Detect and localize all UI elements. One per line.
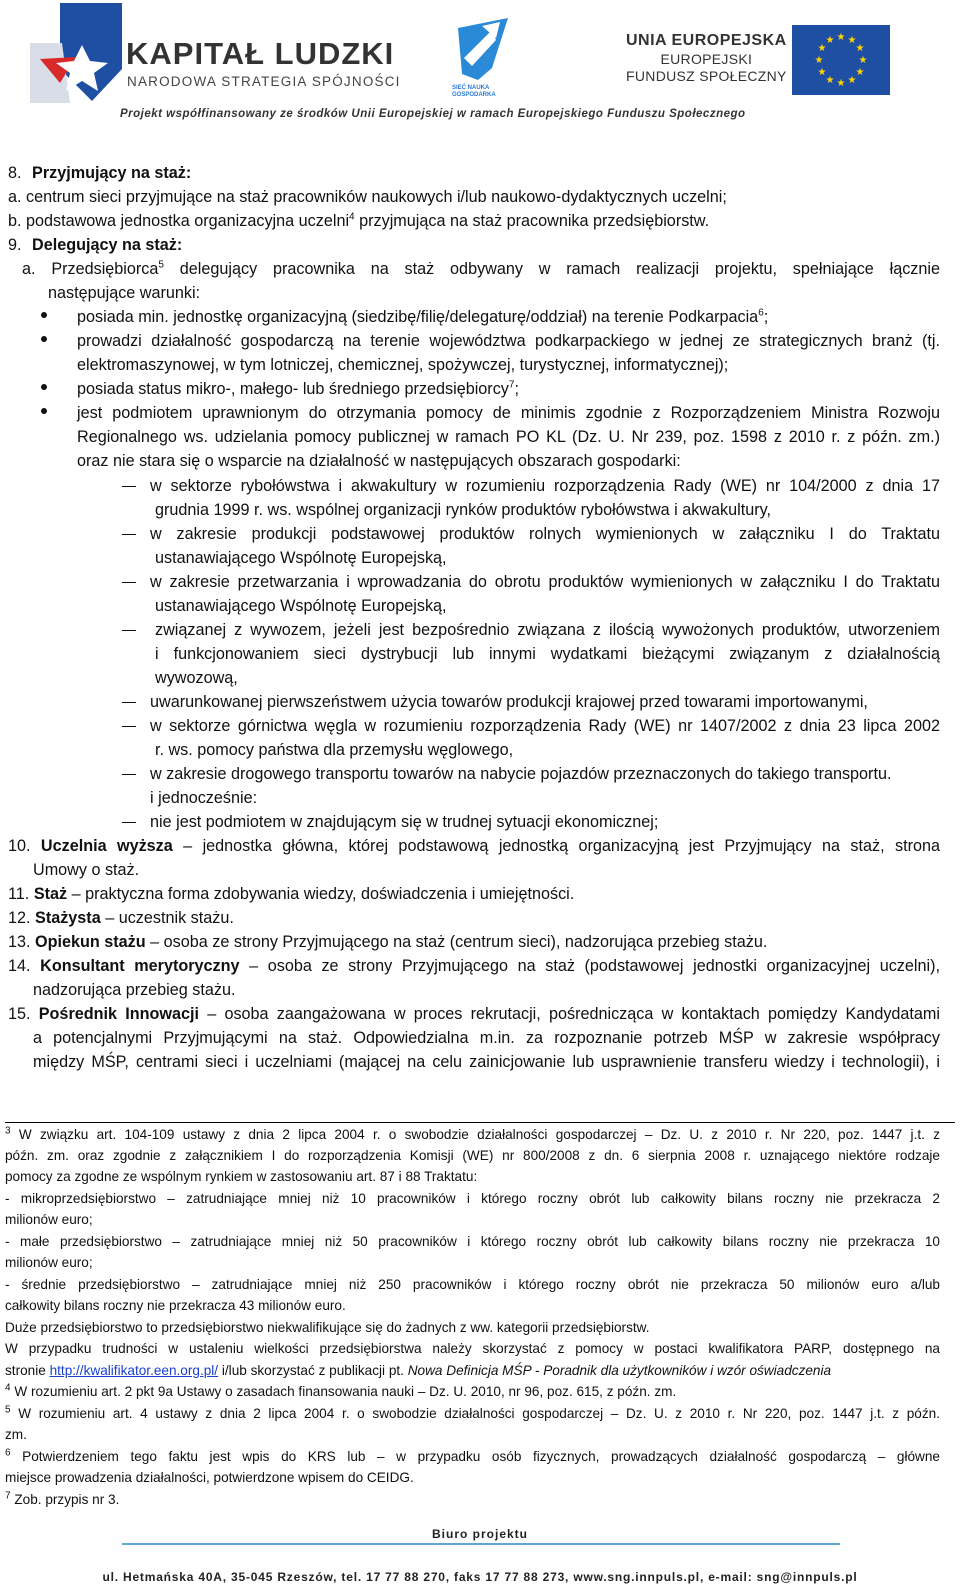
footnote-3-line-5: milionów euro; bbox=[5, 1212, 93, 1227]
svg-text:★: ★ bbox=[847, 35, 857, 46]
condition-2-cont: elektromaszynowej, w tym lotniczej, chemicznej, spożywczej, turystycznej, informatycznej); bbox=[77, 356, 729, 374]
sng-logo-icon bbox=[452, 18, 508, 84]
footnote-6-line-2: miejsce prowadzenia działalności, potwierdzone wpisem do CEIDG. bbox=[5, 1470, 414, 1485]
footnote-4: $^4$ W rozumieniu art. 2 pkt 9a Ustawy o zasadach finansowania nauki – Dz. U. 2010, nr 96, poz. 615, z późn. zm. bbox=[5, 1382, 677, 1399]
footnote-3-line-4: - mikroprzedsiębiorstwo – zatrudniające mniej niż 10 pracowników i którego roczny obrót lub całkowity bilans roczny nie przekracza 2 bbox=[5, 1191, 940, 1206]
kapital-ludzki-logo-icon bbox=[30, 3, 122, 107]
svg-text:★: ★ bbox=[855, 43, 865, 54]
page-header bbox=[0, 0, 960, 130]
item-8: 8. Przyjmujący na staż: bbox=[8, 164, 192, 182]
kapital-ludzki-title: KAPITAŁ LUDZKI bbox=[126, 36, 395, 71]
item-14-cont: nadzorująca przebieg stażu. bbox=[33, 981, 236, 999]
item-14: 14. Konsultant merytoryczny – osoba ze strony Przyjmującego na staż (podstawowej jednostki organizacyjnej uczelni), bbox=[8, 957, 940, 975]
footnote-3-line-3: pomocy za zgodne ze wspólnym rynkiem w zastosowaniu art. 87 i 88 Traktatu: bbox=[5, 1169, 478, 1184]
footnote-separator bbox=[5, 1122, 955, 1123]
footnote-5: $^5$ W rozumieniu art. 4 ustawy z dnia 2 lipca 2004 r. o swobodzie działalności gospodarczej – Dz. U. z 2010 r. Nr 220, poz. 1447 j.t. z późn. bbox=[5, 1404, 940, 1421]
footer-divider bbox=[122, 1543, 840, 1545]
excluded-area-4-cont2: wywozową, bbox=[155, 669, 238, 687]
item-10-cont: Umowy o staż. bbox=[33, 861, 140, 879]
excluded-area-2: w zakresie produkcji podstawowej produktów rolnych wymienionych w załączniku I do Traktatu bbox=[150, 525, 940, 543]
excluded-area-5: uwarunkowanej pierwszeństwem użycia towarów produkcji krajowej przed towarami importowanymi, bbox=[150, 693, 868, 711]
footer-address: ul. Hetmańska 40A, 35-045 Rzeszów, tel. 17 77 88 270, faks 17 77 88 273, www.sng.innpuls.pl, e-mail: sng@innpuls.pl bbox=[102, 1570, 858, 1584]
svg-text:★: ★ bbox=[847, 75, 857, 86]
sng-logo-text: SIEĆ NAUKA GOSPODARKA bbox=[452, 85, 496, 98]
item-13: 13. Opiekun stażu – osoba ze strony Przyjmującego na staż (centrum sieci), nadzorująca przebieg stażu. bbox=[8, 933, 768, 951]
ue-line-2: EUROPEJSKI bbox=[660, 51, 753, 67]
svg-text:★: ★ bbox=[836, 78, 846, 89]
ue-text-block bbox=[626, 32, 787, 84]
dash-icon bbox=[122, 774, 136, 775]
footnote-3-line-8: - średnie przedsiębiorstwo – zatrudniające mniej niż 250 pracowników i którego roczny obrót nie przekracza 50 milionów euro a/lub bbox=[5, 1277, 940, 1292]
condition-1: posiada min. jednostkę organizacyjną (siedzibę/filię/delegaturę/oddział) na terenie Podkarpacia$^6$; bbox=[77, 307, 769, 326]
excluded-area-6: w sektorze górnictwa węgla w rozumieniu rozporządzenia Rady (WE) nr 1407/2002 z dnia 23 lipca 2002 bbox=[150, 717, 940, 735]
footnote-3-line-6: - małe przedsiębiorstwo – zatrudniające mniej niż 50 pracowników i którego roczny obrót lub całkowity bilans roczny nie przekracza 10 bbox=[5, 1234, 940, 1249]
item-9: 9. Delegujący na staż: bbox=[8, 236, 183, 254]
kwalifikator-link[interactable]: http://kwalifikator.een.org.pl/ bbox=[49, 1363, 219, 1378]
dash-icon bbox=[122, 630, 136, 631]
svg-text:★: ★ bbox=[825, 35, 835, 46]
svg-text:★: ★ bbox=[855, 67, 865, 78]
item-8a: a. centrum sieci przyjmujące na staż pracowników naukowych i/lub naukowo-dydaktycznych uczelni; bbox=[8, 188, 727, 206]
footnote-3-line-10: Duże przedsiębiorstwo to przedsiębiorstwo niekwalifikujące się do żadnych z ww. kategorii przedsiębiorstw. bbox=[5, 1320, 650, 1335]
excluded-area-7: w zakresie drogowego transportu towarów na nabycie pojazdów przeznaczonych do takiego transportu. bbox=[150, 765, 892, 783]
bullet-icon bbox=[41, 408, 47, 414]
svg-text:★: ★ bbox=[836, 32, 846, 43]
excluded-area-3-cont: ustanawiającego Wspólnotę Europejską, bbox=[155, 597, 447, 615]
and-simultaneously: i jednocześnie: bbox=[150, 789, 258, 807]
item-9a-cont: następujące warunki: bbox=[48, 284, 201, 302]
footnote-3: $^3$ W związku art. 104-109 ustawy z dnia 2 lipca 2004 r. o swobodzie działalności gospodarczej – Dz. U. z 2010 r. Nr 220, poz. 1447 j.t. z bbox=[5, 1125, 940, 1142]
excluded-area-1-cont: grudnia 1999 r. ws. wspólnej organizacji rynków produktów rybołówstwa i akwakultury, bbox=[155, 501, 772, 519]
eu-flag-icon bbox=[792, 25, 890, 95]
svg-text:★: ★ bbox=[817, 43, 827, 54]
kapital-ludzki-subtitle: NARODOWA STRATEGIA SPÓJNOŚCI bbox=[127, 74, 401, 89]
dash-icon bbox=[122, 534, 136, 535]
excluded-area-1: w sektorze rybołówstwa i akwakultury w rozumieniu rozporządzenia Rady (WE) nr 104/2000 z dnia 17 bbox=[150, 477, 940, 495]
footnote-3-line-11: W przypadku trudności w ustaleniu wielkości przedsiębiorstwa należy skorzystać z pomocy w postaci kwalifikatora PARP, dostępnego na bbox=[5, 1341, 940, 1356]
footer-title: Biuro projektu bbox=[431, 1527, 528, 1541]
dash-icon bbox=[122, 726, 136, 727]
item-8b: b. podstawowa jednostka organizacyjna uczelni$^4$ przyjmująca na staż pracownika przedsiębiorstw. bbox=[8, 211, 710, 230]
dash-icon bbox=[122, 702, 136, 703]
dash-icon bbox=[122, 582, 136, 583]
excluded-area-2-cont: ustanawiającego Wspólnotę Europejską, bbox=[155, 549, 447, 567]
svg-text:★: ★ bbox=[825, 75, 835, 86]
footnote-7: $^7$ Zob. przypis nr 3. bbox=[5, 1490, 120, 1507]
footnote-3-line-2: późn. zm. oraz zgodnie z załącznikiem I do rozporządzenia Komisji (WE) nr 800/2008 z dn. 6 sierpnia 2008 r. uznającego niektóre rodzaje bbox=[5, 1148, 940, 1163]
project-cofinancing-line: Projekt współfinansowany ze środków Unii Europejskiej w ramach Europejskiego Funduszu Społecznego bbox=[120, 108, 746, 120]
item-10: 10. Uczelnia wyższa – jednostka główna, której podstawową jednostką organizacyjną jest Przyjmujący na staż, strona bbox=[8, 837, 940, 855]
item-12: 12. Stażysta – uczestnik stażu. bbox=[8, 909, 234, 927]
excluded-area-4-cont: i funkcjonowaniem sieci dystrybucji lub innymi wydatkami bieżącymi związanym z działalnością bbox=[155, 645, 940, 663]
excluded-area-8: nie jest podmiotem w znajdującym się w trudnej sytuacji ekonomicznej; bbox=[150, 813, 659, 831]
excluded-area-4: związanej z wywozem, jeżeli jest bezpośrednio związana z ilością wywożonych produktów, utworzeniem bbox=[155, 621, 940, 639]
item-15-cont: a potencjalnymi Przyjmującymi na staż. Odpowiedzialna m.in. za rozpoznanie potrzeb MŚP w zakresie współpracy bbox=[33, 1029, 940, 1047]
item-9a: a. Przedsiębiorca$^5$ delegujący pracownika na staż odbywany w ramach realizacji projektu, spełniające łącznie bbox=[22, 259, 940, 278]
excluded-area-3: w zakresie przetwarzania i wprowadzania do obrotu produktów wymienionych w załączniku I do Traktatu bbox=[150, 573, 940, 591]
svg-text:★: ★ bbox=[814, 55, 824, 66]
ue-line-1: UNIA EUROPEJSKA bbox=[626, 32, 787, 49]
bullet-icon bbox=[41, 312, 47, 318]
bullet-icon bbox=[41, 336, 47, 342]
condition-2: prowadzi działalność gospodarczą na terenie województwa podkarpackiego w jednej ze strategicznych branż (tj. bbox=[77, 332, 940, 350]
footnote-5-line-2: zm. bbox=[5, 1427, 27, 1442]
svg-text:★: ★ bbox=[858, 55, 868, 66]
condition-3: posiada status mikro-, małego- lub średniego przedsiębiorcy$^7$; bbox=[77, 379, 519, 398]
footnote-3-line-9: całkowity bilans roczny nie przekracza 43 milionów euro. bbox=[5, 1298, 346, 1313]
dash-icon bbox=[122, 822, 136, 823]
dash-icon bbox=[122, 486, 136, 487]
footnote-6: $^6$ Potwierdzeniem tego faktu jest wpis do KRS lub – w przypadku osób fizycznych, prowadzących działalność gospodarczą – główne bbox=[5, 1447, 940, 1464]
condition-4: jest podmiotem uprawnionym do otrzymania pomocy de minimis zgodnie z Rozporządzeniem Ministra Rozwoju bbox=[77, 404, 940, 422]
condition-4-cont2: oraz nie stara się o wsparcie na działalność w następujących obszarach gospodarki: bbox=[77, 452, 681, 470]
footnote-3-line-7: milionów euro; bbox=[5, 1255, 93, 1270]
svg-text:★: ★ bbox=[817, 67, 827, 78]
bullet-icon bbox=[41, 384, 47, 390]
condition-4-cont: Regionalnego ws. udzielania pomocy publicznej w ramach PO KL (Dz. U. Nr 239, poz. 1598 z 2010 r. z późn. zm.) bbox=[77, 428, 940, 446]
ue-line-3: FUNDUSZ SPOŁECZNY bbox=[626, 68, 787, 84]
footnote-3-line-12: stronie http://kwalifikator.een.org.pl/ i/lub skorzystać z publikacji pt. Nowa Definicja MŚP - Poradnik dla użytkowników i wzór oświadczenia bbox=[5, 1363, 832, 1378]
item-11: 11. Staż – praktyczna forma zdobywania wiedzy, doświadczenia i umiejętności. bbox=[8, 885, 575, 903]
item-15-cont2: między MŚP, centrami sieci i uczelniami (mającej na celu zainicjowanie lub usprawnienie transferu wiedzy i technologii), i bbox=[33, 1053, 940, 1071]
item-15: 15. Pośrednik Innowacji – osoba zaangażowana w proces rekrutacji, pośrednicząca w kontaktach pomiędzy Kandydatami bbox=[8, 1005, 941, 1023]
excluded-area-6-cont: r. ws. pomocy państwa dla przemysłu węglowego, bbox=[155, 741, 514, 759]
